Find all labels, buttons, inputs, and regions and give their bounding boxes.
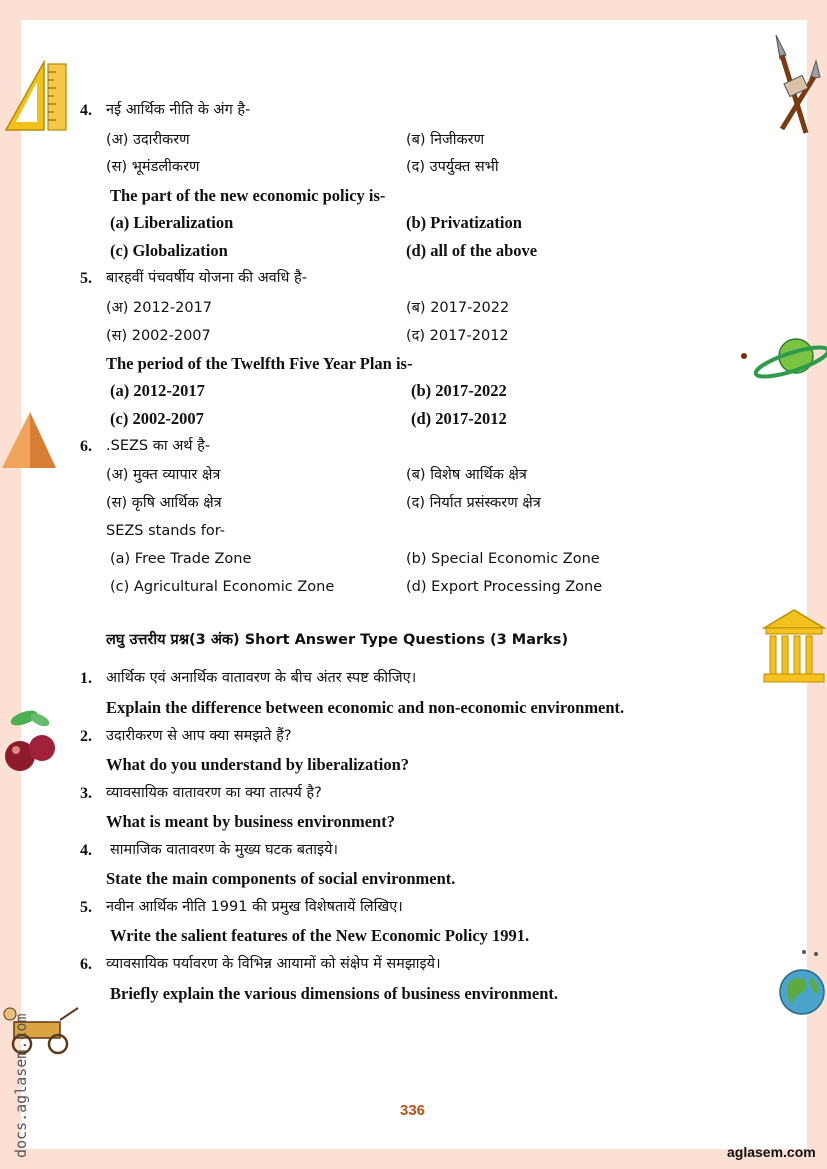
option-english: (d) Export Processing Zone [406, 579, 603, 595]
option-english: (b) Privatization [406, 213, 522, 232]
option-hindi: (ब) विशेष आर्थिक क्षेत्र [406, 467, 527, 483]
question-text-hindi: .SEZS का अर्थ है- [106, 438, 211, 454]
question-text-english: Explain the difference between economic and non-economic environment. [106, 698, 625, 717]
option-english: (a) Liberalization [110, 213, 234, 232]
option-hindi: (स) भूमंडलीकरण [106, 159, 200, 175]
watermark: docs.aglasem.com [12, 1013, 30, 1158]
question-number: 4. [80, 842, 92, 859]
question-text-hindi: व्यावसायिक पर्यावरण के विभिन्न आयामों को संक्षेप में समझाइये। [106, 956, 441, 972]
question-number: 5. [80, 270, 92, 287]
option-english: (d) 2017-2012 [411, 409, 507, 428]
option-english: (a) 2012-2017 [110, 381, 205, 400]
question-number: 5. [80, 899, 92, 916]
option-english: (b) Special Economic Zone [406, 551, 600, 567]
option-hindi: (अ) उदारीकरण [106, 132, 190, 148]
question-text-hindi: नवीन आर्थिक नीति 1991 की प्रमुख विशेषतायें लिखिए। [106, 899, 403, 915]
planet-icon [740, 334, 827, 382]
option-hindi: (ब) निजीकरण [406, 132, 485, 148]
option-hindi: (द) 2017-2012 [406, 328, 509, 344]
option-hindi: (द) निर्यात प्रसंस्करण क्षेत्र [406, 495, 541, 511]
site-name[interactable]: aglasem.com [727, 1144, 816, 1160]
question-text-hindi: उदारीकरण से आप क्या समझते हैं? [106, 728, 292, 744]
option-hindi: (अ) 2012-2017 [106, 300, 213, 316]
question-text-hindi: सामाजिक वातावरण के मुख्य घटक बताइये। [110, 842, 339, 858]
option-english: (c) 2002-2007 [110, 409, 204, 428]
question-text-english: What is meant by business environment? [106, 812, 395, 831]
section-heading: लघु उत्तरीय प्रश्न(3 अंक) Short Answer Type Questions (3 Marks) [106, 632, 569, 648]
question-text-hindi: नई आर्थिक नीति के अंग है- [106, 102, 251, 118]
berries-icon [2, 706, 60, 778]
option-english: (b) 2017-2022 [411, 381, 507, 400]
option-english: (a) Free Trade Zone [110, 551, 252, 567]
question-number: 1. [80, 670, 92, 687]
option-hindi: (द) उपर्युक्त सभी [406, 159, 499, 175]
question-text-hindi: व्यावसायिक वातावरण का क्या तात्पर्य है? [106, 785, 322, 801]
question-text-english: Write the salient features of the New Economic Policy 1991. [110, 926, 530, 945]
option-hindi: (स) 2002-2007 [106, 328, 211, 344]
question-text-english: The period of the Twelfth Five Year Plan is- [106, 354, 413, 373]
question-text-english: SEZS stands for- [106, 523, 226, 539]
question-number: 6. [80, 438, 92, 455]
spear-tool-icon [766, 33, 822, 137]
question-text-english: The part of the new economic policy is- [110, 186, 386, 205]
option-english: (d) all of the above [406, 241, 538, 260]
question-text-english: Briefly explain the various dimensions of business environment. [110, 984, 558, 1003]
page-number: 336 [400, 1102, 426, 1119]
temple-icon [762, 608, 827, 686]
option-english: (c) Globalization [110, 241, 228, 260]
question-text-english: State the main components of social environment. [106, 869, 456, 888]
question-text-hindi: बारहवीं पंचवर्षीय योजना की अवधि है- [106, 270, 307, 286]
pyramid-icon [0, 410, 58, 470]
question-number: 2. [80, 728, 92, 745]
question-number: 6. [80, 956, 92, 973]
question-text-english: What do you understand by liberalization? [106, 755, 410, 774]
option-english: (c) Agricultural Economic Zone [110, 579, 335, 595]
option-hindi: (अ) मुक्त व्यापार क्षेत्र [106, 467, 221, 483]
ruler-triangle-icon [4, 60, 68, 134]
option-hindi: (स) कृषि आर्थिक क्षेत्र [106, 495, 222, 511]
globe-icon [776, 948, 826, 1018]
question-number: 3. [80, 785, 92, 802]
question-text-hindi: आर्थिक एवं अनार्थिक वातावरण के बीच अंतर स्पष्ट कीजिए। [106, 670, 417, 686]
option-hindi: (ब) 2017-2022 [406, 300, 510, 316]
question-number: 4. [80, 102, 92, 119]
